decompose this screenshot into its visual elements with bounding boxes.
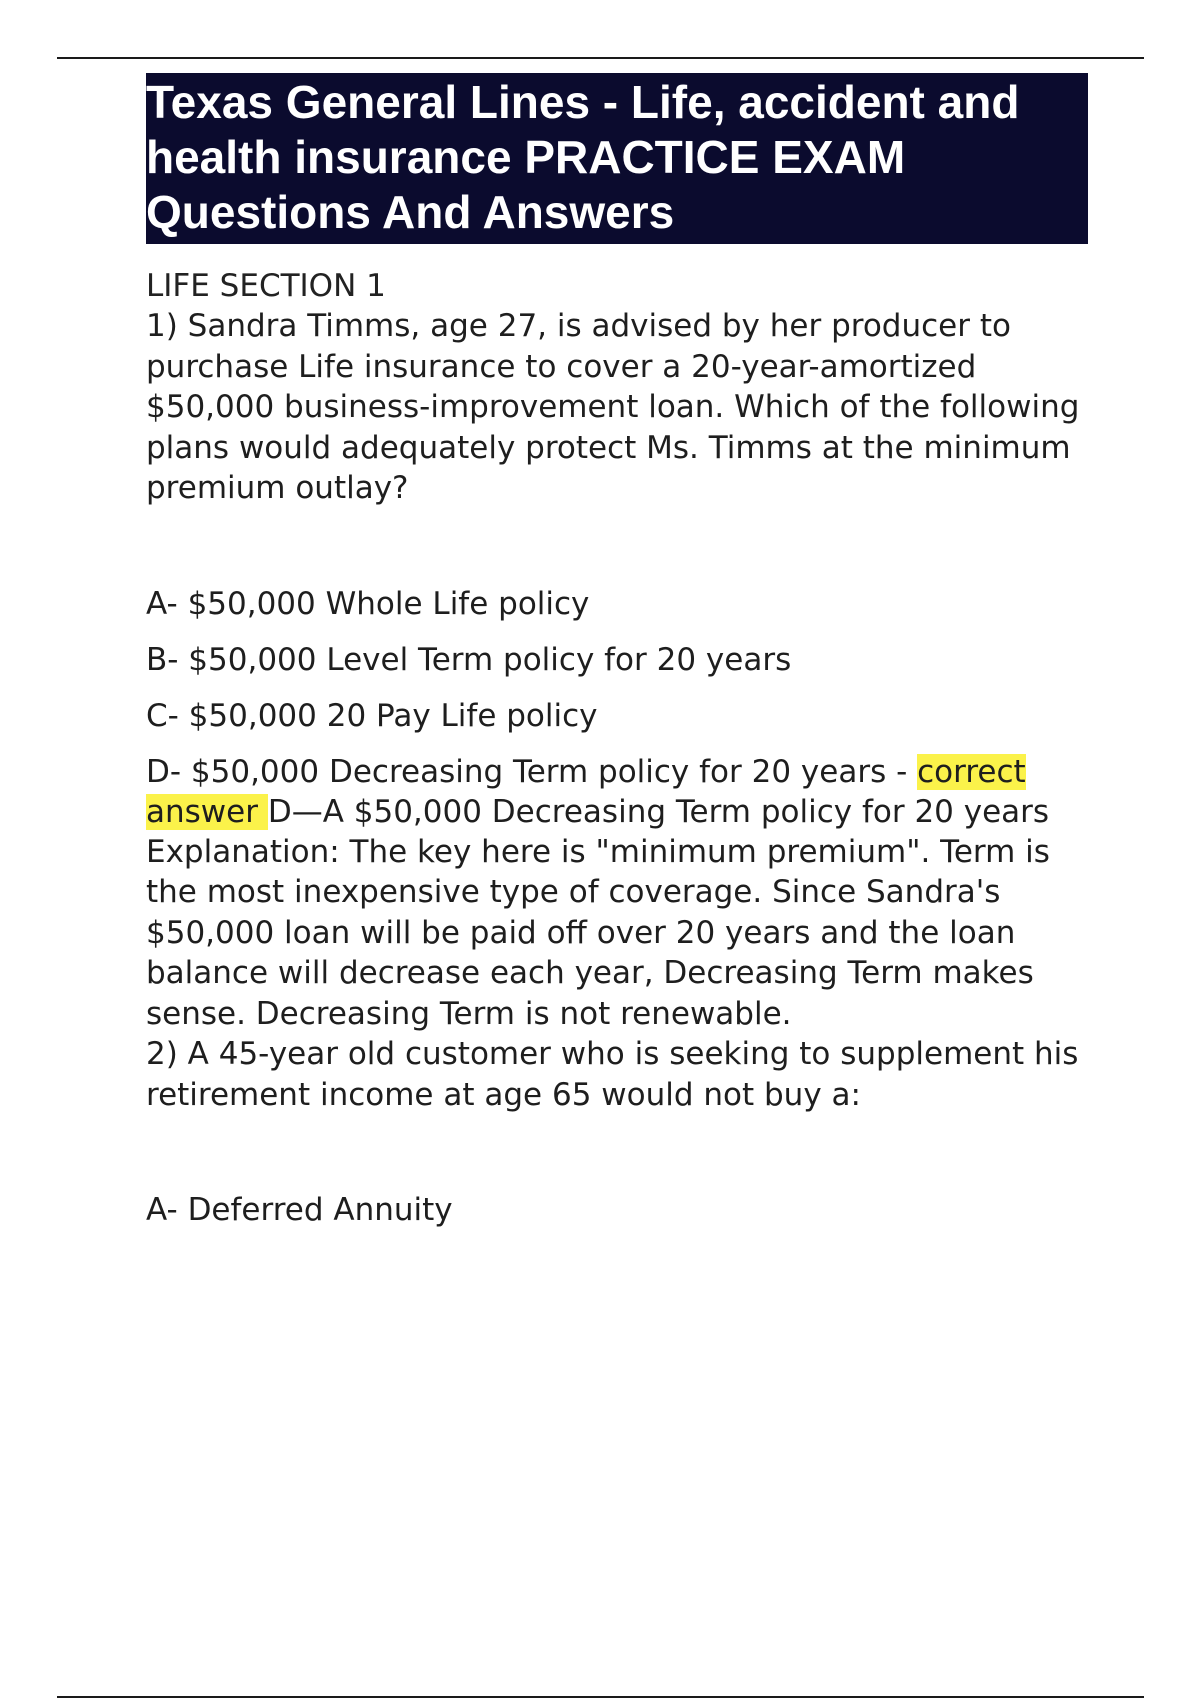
document-body [146, 73, 1088, 1230]
section-heading: LIFE SECTION 1 [146, 268, 386, 304]
option-d-answer: D—A $50,000 Decreasing Term policy for 20 years [267, 793, 1050, 830]
bottom-rule [57, 1696, 1144, 1698]
top-rule [57, 57, 1144, 59]
question-1-option-c: C- $50,000 20 Pay Life policy [146, 697, 598, 734]
option-d-prefix: D- $50,000 Decreasing Term policy for 20 years - [146, 753, 918, 790]
question-1-option-b: B- $50,000 Level Term policy for 20 years [146, 641, 792, 678]
question-1-option-a: A- $50,000 Whole Life policy [146, 585, 590, 622]
question-1-explanation: Explanation: The key here is "minimum premium". Term is the most inexpensive type of coverage. Since Sandra's $50,000 loan will be paid off over 20 years and the loan balance will decrease each year, Decreasing Term makes sense. Decreasing Term is not renewable. [146, 833, 1050, 1032]
question-2-option-a: A- Deferred Annuity [146, 1192, 453, 1228]
correct-answer-highlight: correct answer [146, 753, 1026, 830]
document-title: Texas General Lines - Life, accident and health insurance PRACTICE EXAM Questions And Answers [146, 73, 1088, 244]
question-1-text: 1) Sandra Timms, age 27, is advised by her producer to purchase Life insurance to cover a 20-year-amortized $50,000 business-improvement loan. Which of the following plans would adequately protect Ms. Timms at the minimum premium outlay? [146, 308, 1080, 506]
question-2-text: 2) A 45-year old customer who is seeking to supplement his retirement income at age 65 would not buy a: [146, 1036, 1079, 1113]
question-1-option-d [146, 752, 1088, 832]
